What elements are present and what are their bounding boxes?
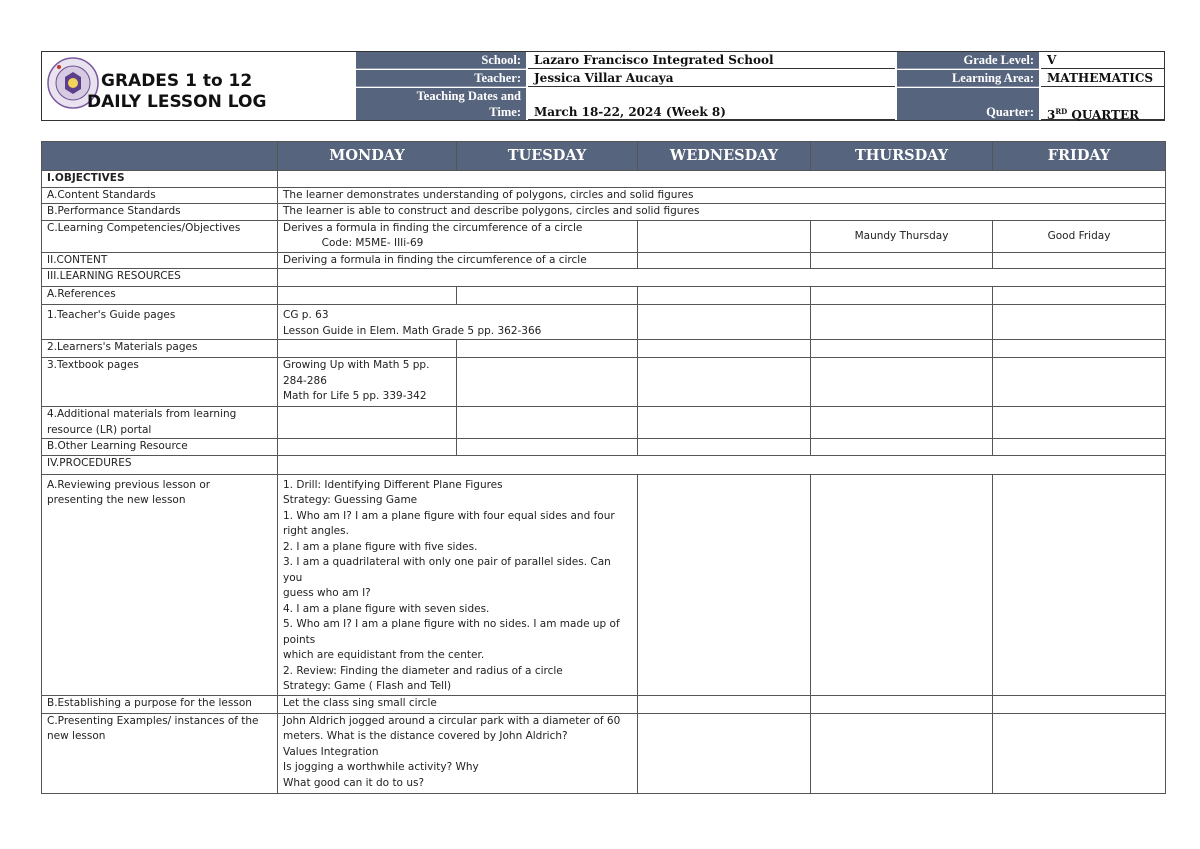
review-line: 5. Who am I? I am a plane figure with no sides. I am made up of: [283, 618, 620, 630]
corner-cell: [42, 142, 278, 171]
review-line: guess who am I?: [283, 587, 371, 599]
table-row: [42, 187, 1166, 204]
dates-label-line-1: Teaching Dates and: [416, 89, 521, 103]
thursday-holiday: Maundy Thursday: [811, 220, 993, 252]
presenting-label-1: C.Presenting Examples/ instances of the: [47, 714, 259, 727]
review-line: Strategy: Game ( Flash and Tell): [283, 680, 452, 692]
table-row: [42, 455, 1166, 474]
day-header-row: [42, 142, 1166, 171]
presenting-line: John Aldrich jogged around a circular park with a diameter of 60: [283, 714, 621, 727]
tb-cell: [278, 358, 457, 407]
quarter-value: [1041, 88, 1164, 120]
competencies-label: C.Learning Competencies/Objectives: [42, 220, 278, 252]
table-row: [42, 220, 1166, 252]
tb-line-3: Math for Life 5 pp. 339-342: [283, 390, 427, 402]
teacher-value: Jessica Villar Aucaya: [528, 70, 895, 87]
presenting-line: Is jogging a worthwhile activity? Why: [283, 761, 479, 773]
tg-line-2: Lesson Guide in Elem. Math Grade 5 pp. 362-366: [283, 324, 542, 337]
procedures-label: IV.PROCEDURES: [42, 455, 278, 474]
day-thursday: THURSDAY: [811, 142, 993, 171]
header-row-school: [356, 52, 1164, 69]
additional-label-2: resource (LR) portal: [47, 423, 152, 436]
presenting-cell: [278, 713, 638, 793]
presenting-label-2: new lesson: [47, 730, 106, 742]
review-line: right angles.: [283, 525, 349, 537]
review-label-2: presenting the new lesson: [47, 494, 186, 506]
review-line: 2. Review: Finding the diameter and radius of a circle: [283, 664, 563, 677]
review-line: 2. I am a plane figure with five sides.: [283, 540, 478, 553]
dates-value: March 18-22, 2024 (Week 8): [528, 88, 895, 120]
lm-label: 2.Learners's Materials pages: [42, 340, 278, 358]
friday-holiday: Good Friday: [993, 220, 1166, 252]
grade-value: V: [1041, 52, 1164, 69]
table-row: [42, 204, 1166, 221]
competencies-text: Derives a formula in finding the circumference of a circle: [283, 221, 583, 234]
table-row: [42, 269, 1166, 287]
dates-label-line-2: Time:: [489, 105, 521, 119]
quarter-suffix: RD: [1055, 107, 1068, 116]
additional-label: [42, 407, 278, 439]
day-wednesday: WEDNESDAY: [638, 142, 811, 171]
presenting-label: [42, 713, 278, 793]
day-monday: MONDAY: [278, 142, 457, 171]
table-row: [42, 439, 1166, 456]
tg-line-1: CG p. 63: [283, 309, 329, 321]
tb-label: 3.Textbook pages: [42, 358, 278, 407]
tg-cell: [278, 305, 638, 340]
additional-label-1: 4.Additional materials from learning: [47, 408, 237, 420]
header-row-teacher: [356, 70, 1164, 87]
review-line: Strategy: Guessing Game: [283, 494, 418, 506]
performance-standards: The learner is able to construct and describe polygons, circles and solid figures: [278, 204, 1166, 221]
presenting-line: meters. What is the distance covered by John Aldrich?: [283, 730, 568, 742]
tb-line-2: 284-286: [283, 374, 327, 387]
day-tuesday: TUESDAY: [457, 142, 638, 171]
school-value: Lazaro Francisco Integrated School: [528, 52, 895, 69]
dates-label: [356, 88, 526, 120]
review-label: [42, 474, 278, 695]
tb-line-1: Growing Up with Math 5 pp.: [283, 359, 430, 371]
school-label: School:: [356, 52, 526, 69]
quarter-number: 3: [1047, 108, 1056, 122]
table-row: [42, 358, 1166, 407]
review-cell: [278, 474, 638, 695]
review-line: 1. Who am I? I am a plane figure with four equal sides and four: [283, 509, 615, 522]
performance-standards-label: B.Performance Standards: [42, 204, 278, 221]
content-label: II.CONTENT: [42, 252, 278, 269]
review-line: 4. I am a plane figure with seven sides.: [283, 602, 490, 615]
review-line: 3. I am a quadrilateral with only one pair of parallel sides. Can you: [283, 556, 611, 584]
resources-label: III.LEARNING RESOURCES: [42, 269, 278, 287]
area-value: MATHEMATICS: [1041, 70, 1164, 87]
day-friday: FRIDAY: [993, 142, 1166, 171]
review-line: which are equidistant from the center.: [283, 649, 485, 661]
title-line-2: DAILY LESSON LOG: [87, 92, 267, 112]
objectives-label: I.OBJECTIVES: [42, 171, 278, 188]
content-standards-label: A.Content Standards: [42, 187, 278, 204]
table-row: [42, 171, 1166, 188]
review-line: points: [283, 633, 316, 646]
teacher-label: Teacher:: [356, 70, 526, 87]
presenting-line: Values Integration: [283, 745, 379, 758]
grade-label: Grade Level:: [897, 52, 1039, 69]
lesson-log-table: [41, 141, 1166, 794]
table-row: [42, 287, 1166, 305]
table-row: [42, 474, 1166, 695]
table-row: [42, 252, 1166, 269]
table-row: [42, 695, 1166, 713]
purpose-label: B.Establishing a purpose for the lesson: [42, 695, 278, 713]
content-standards: The learner demonstrates understanding of polygons, circles and solid figures: [278, 187, 1166, 204]
table-row: [42, 407, 1166, 439]
table-row: [42, 713, 1166, 793]
review-line: 1. Drill: Identifying Different Plane Figures: [283, 478, 503, 491]
content-text: Deriving a formula in finding the circumference of a circle: [278, 252, 638, 269]
table-row: [42, 340, 1166, 358]
review-label-1: A.Reviewing previous lesson or: [47, 478, 211, 491]
other-resource-label: B.Other Learning Resource: [42, 439, 278, 456]
tg-label: 1.Teacher's Guide pages: [42, 305, 278, 340]
purpose-text: Let the class sing small circle: [278, 695, 638, 713]
title-line-1: GRADES 1 to 12: [101, 71, 253, 91]
presenting-line: What good can it do to us?: [283, 776, 425, 789]
quarter-word: QUARTER: [1067, 108, 1140, 122]
quarter-label: Quarter:: [897, 88, 1039, 120]
header-row-dates: [356, 88, 1164, 120]
area-label: Learning Area:: [897, 70, 1039, 87]
competencies-code: Code: M5ME- IIIi-69: [321, 237, 424, 249]
competencies-cell: [278, 220, 638, 252]
table-row: [42, 305, 1166, 340]
references-label: A.References: [42, 287, 278, 305]
